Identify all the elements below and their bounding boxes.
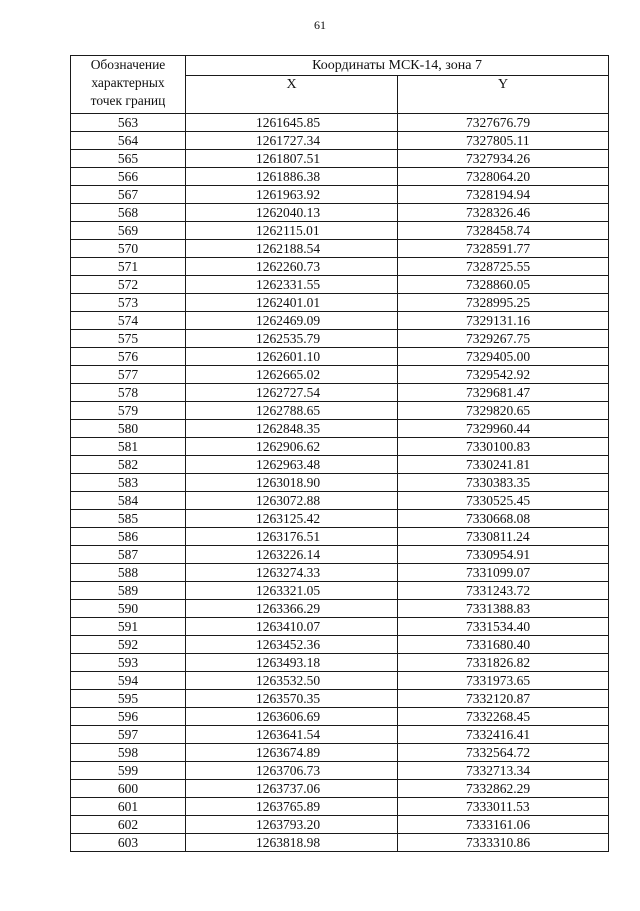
x-coordinate-cell: 1263674.89 — [186, 744, 398, 762]
x-coordinate-cell: 1263737.06 — [186, 780, 398, 798]
table-row — [71, 294, 609, 312]
y-coordinate-cell: 7327934.26 — [398, 150, 609, 168]
x-coordinate-cell: 1263606.69 — [186, 708, 398, 726]
table-row — [71, 780, 609, 798]
point-number-cell: 591 — [71, 618, 186, 636]
x-coordinate-cell: 1263366.29 — [186, 600, 398, 618]
y-coordinate-cell: 7329542.92 — [398, 366, 609, 384]
point-number-cell: 594 — [71, 672, 186, 690]
point-number-cell: 568 — [71, 204, 186, 222]
x-coordinate-cell: 1261807.51 — [186, 150, 398, 168]
point-number-cell: 575 — [71, 330, 186, 348]
y-coordinate-cell: 7333161.06 — [398, 816, 609, 834]
table-row — [71, 258, 609, 276]
point-number-cell: 581 — [71, 438, 186, 456]
x-coordinate-cell: 1263321.05 — [186, 582, 398, 600]
table-row — [71, 726, 609, 744]
y-coordinate-cell: 7328591.77 — [398, 240, 609, 258]
y-coordinate-cell: 7330525.45 — [398, 492, 609, 510]
x-coordinate-cell: 1262665.02 — [186, 366, 398, 384]
coordinates-table — [70, 55, 609, 852]
x-coordinate-cell: 1262401.01 — [186, 294, 398, 312]
table-row — [71, 420, 609, 438]
point-number-cell: 585 — [71, 510, 186, 528]
x-coordinate-cell: 1262906.62 — [186, 438, 398, 456]
y-coordinate-cell: 7329405.00 — [398, 348, 609, 366]
y-coordinate-cell: 7328326.46 — [398, 204, 609, 222]
point-number-cell: 600 — [71, 780, 186, 798]
table-row — [71, 438, 609, 456]
table-row — [71, 402, 609, 420]
y-coordinate-cell: 7333011.53 — [398, 798, 609, 816]
table-row — [71, 672, 609, 690]
x-coordinate-cell: 1262331.55 — [186, 276, 398, 294]
y-coordinate-cell: 7329820.65 — [398, 402, 609, 420]
table-row — [71, 474, 609, 492]
point-number-cell: 586 — [71, 528, 186, 546]
y-coordinate-cell: 7328725.55 — [398, 258, 609, 276]
point-number-cell: 564 — [71, 132, 186, 150]
y-coordinate-cell: 7327805.11 — [398, 132, 609, 150]
table-row — [71, 222, 609, 240]
point-number-cell: 573 — [71, 294, 186, 312]
table-row — [71, 330, 609, 348]
point-number-cell: 593 — [71, 654, 186, 672]
table-row — [71, 348, 609, 366]
point-number-cell: 587 — [71, 546, 186, 564]
point-number-cell: 592 — [71, 636, 186, 654]
x-coordinate-cell: 1262115.01 — [186, 222, 398, 240]
x-coordinate-cell: 1262535.79 — [186, 330, 398, 348]
x-coordinate-cell: 1261645.85 — [186, 114, 398, 132]
x-coordinate-cell: 1263072.88 — [186, 492, 398, 510]
x-coordinate-cell: 1263793.20 — [186, 816, 398, 834]
table-row — [71, 186, 609, 204]
x-coordinate-cell: 1263493.18 — [186, 654, 398, 672]
y-coordinate-cell: 7328995.25 — [398, 294, 609, 312]
x-coordinate-cell: 1262727.54 — [186, 384, 398, 402]
x-coordinate-cell: 1263176.51 — [186, 528, 398, 546]
point-number-cell: 563 — [71, 114, 186, 132]
table-row — [71, 510, 609, 528]
header-designation-line-1: Обозначение — [90, 57, 166, 72]
table-row — [71, 492, 609, 510]
table-row — [71, 132, 609, 150]
point-number-cell: 565 — [71, 150, 186, 168]
table-row — [71, 204, 609, 222]
table-row — [71, 618, 609, 636]
header-x: X — [186, 76, 398, 114]
point-number-cell: 602 — [71, 816, 186, 834]
y-coordinate-cell: 7329267.75 — [398, 330, 609, 348]
point-number-cell: 570 — [71, 240, 186, 258]
y-coordinate-cell: 7331973.65 — [398, 672, 609, 690]
point-number-cell: 576 — [71, 348, 186, 366]
point-number-cell: 571 — [71, 258, 186, 276]
x-coordinate-cell: 1263410.07 — [186, 618, 398, 636]
table-row — [71, 546, 609, 564]
y-coordinate-cell: 7331388.83 — [398, 600, 609, 618]
table-row — [71, 114, 609, 132]
y-coordinate-cell: 7332416.41 — [398, 726, 609, 744]
table-row — [71, 834, 609, 852]
table-body — [71, 114, 609, 852]
x-coordinate-cell: 1262188.54 — [186, 240, 398, 258]
header-y: Y — [398, 76, 609, 114]
x-coordinate-cell: 1263706.73 — [186, 762, 398, 780]
x-coordinate-cell: 1262963.48 — [186, 456, 398, 474]
point-number-cell: 583 — [71, 474, 186, 492]
y-coordinate-cell: 7333310.86 — [398, 834, 609, 852]
header-point-designation — [71, 56, 186, 114]
x-coordinate-cell: 1263226.14 — [186, 546, 398, 564]
table-row — [71, 600, 609, 618]
table-row — [71, 708, 609, 726]
header-designation-line-3: точек границ — [90, 93, 166, 108]
point-number-cell: 579 — [71, 402, 186, 420]
table-row — [71, 798, 609, 816]
point-number-cell: 599 — [71, 762, 186, 780]
x-coordinate-cell: 1263274.33 — [186, 564, 398, 582]
point-number-cell: 577 — [71, 366, 186, 384]
y-coordinate-cell: 7329131.16 — [398, 312, 609, 330]
x-coordinate-cell: 1261963.92 — [186, 186, 398, 204]
y-coordinate-cell: 7332564.72 — [398, 744, 609, 762]
x-coordinate-cell: 1262469.09 — [186, 312, 398, 330]
point-number-cell: 566 — [71, 168, 186, 186]
point-number-cell: 584 — [71, 492, 186, 510]
y-coordinate-cell: 7331534.40 — [398, 618, 609, 636]
y-coordinate-cell: 7328064.20 — [398, 168, 609, 186]
point-number-cell: 569 — [71, 222, 186, 240]
y-coordinate-cell: 7331243.72 — [398, 582, 609, 600]
y-coordinate-cell: 7332268.45 — [398, 708, 609, 726]
point-number-cell: 603 — [71, 834, 186, 852]
page-number: 61 — [314, 18, 326, 32]
y-coordinate-cell: 7331826.82 — [398, 654, 609, 672]
y-coordinate-cell: 7330383.35 — [398, 474, 609, 492]
y-coordinate-cell: 7328860.05 — [398, 276, 609, 294]
x-coordinate-cell: 1263641.54 — [186, 726, 398, 744]
x-coordinate-cell: 1263452.36 — [186, 636, 398, 654]
header-coordinates: Координаты МСК-14, зона 7 — [186, 56, 609, 76]
table-row — [71, 636, 609, 654]
point-number-cell: 589 — [71, 582, 186, 600]
table-row — [71, 168, 609, 186]
y-coordinate-cell: 7330100.83 — [398, 438, 609, 456]
point-number-cell: 590 — [71, 600, 186, 618]
point-number-cell: 574 — [71, 312, 186, 330]
y-coordinate-cell: 7328194.94 — [398, 186, 609, 204]
point-number-cell: 580 — [71, 420, 186, 438]
point-number-cell: 597 — [71, 726, 186, 744]
x-coordinate-cell: 1263018.90 — [186, 474, 398, 492]
point-number-cell: 582 — [71, 456, 186, 474]
point-number-cell: 567 — [71, 186, 186, 204]
y-coordinate-cell: 7332120.87 — [398, 690, 609, 708]
table-row — [71, 564, 609, 582]
table-row — [71, 240, 609, 258]
point-number-cell: 578 — [71, 384, 186, 402]
x-coordinate-cell: 1261727.34 — [186, 132, 398, 150]
y-coordinate-cell: 7331680.40 — [398, 636, 609, 654]
table-row — [71, 654, 609, 672]
x-coordinate-cell: 1263570.35 — [186, 690, 398, 708]
x-coordinate-cell: 1262788.65 — [186, 402, 398, 420]
point-number-cell: 588 — [71, 564, 186, 582]
point-number-cell: 572 — [71, 276, 186, 294]
x-coordinate-cell: 1262848.35 — [186, 420, 398, 438]
y-coordinate-cell: 7332862.29 — [398, 780, 609, 798]
y-coordinate-cell: 7329960.44 — [398, 420, 609, 438]
y-coordinate-cell: 7330954.91 — [398, 546, 609, 564]
x-coordinate-cell: 1263532.50 — [186, 672, 398, 690]
table-row — [71, 276, 609, 294]
point-number-cell: 595 — [71, 690, 186, 708]
table-row — [71, 690, 609, 708]
x-coordinate-cell: 1262601.10 — [186, 348, 398, 366]
point-number-cell: 598 — [71, 744, 186, 762]
header-designation-line-2: характерных — [91, 75, 165, 90]
table-row — [71, 384, 609, 402]
x-coordinate-cell: 1262040.13 — [186, 204, 398, 222]
y-coordinate-cell: 7329681.47 — [398, 384, 609, 402]
table-row — [71, 150, 609, 168]
y-coordinate-cell: 7332713.34 — [398, 762, 609, 780]
table-row — [71, 528, 609, 546]
point-number-cell: 596 — [71, 708, 186, 726]
y-coordinate-cell: 7330241.81 — [398, 456, 609, 474]
table-row — [71, 312, 609, 330]
y-coordinate-cell: 7331099.07 — [398, 564, 609, 582]
y-coordinate-cell: 7330668.08 — [398, 510, 609, 528]
table-row — [71, 456, 609, 474]
table-row — [71, 366, 609, 384]
table-row — [71, 816, 609, 834]
x-coordinate-cell: 1263818.98 — [186, 834, 398, 852]
table-row — [71, 744, 609, 762]
x-coordinate-cell: 1263125.42 — [186, 510, 398, 528]
point-number-cell: 601 — [71, 798, 186, 816]
table-row — [71, 762, 609, 780]
y-coordinate-cell: 7328458.74 — [398, 222, 609, 240]
table-row — [71, 582, 609, 600]
x-coordinate-cell: 1262260.73 — [186, 258, 398, 276]
x-coordinate-cell: 1263765.89 — [186, 798, 398, 816]
y-coordinate-cell: 7330811.24 — [398, 528, 609, 546]
y-coordinate-cell: 7327676.79 — [398, 114, 609, 132]
x-coordinate-cell: 1261886.38 — [186, 168, 398, 186]
table-header-row — [71, 56, 609, 76]
